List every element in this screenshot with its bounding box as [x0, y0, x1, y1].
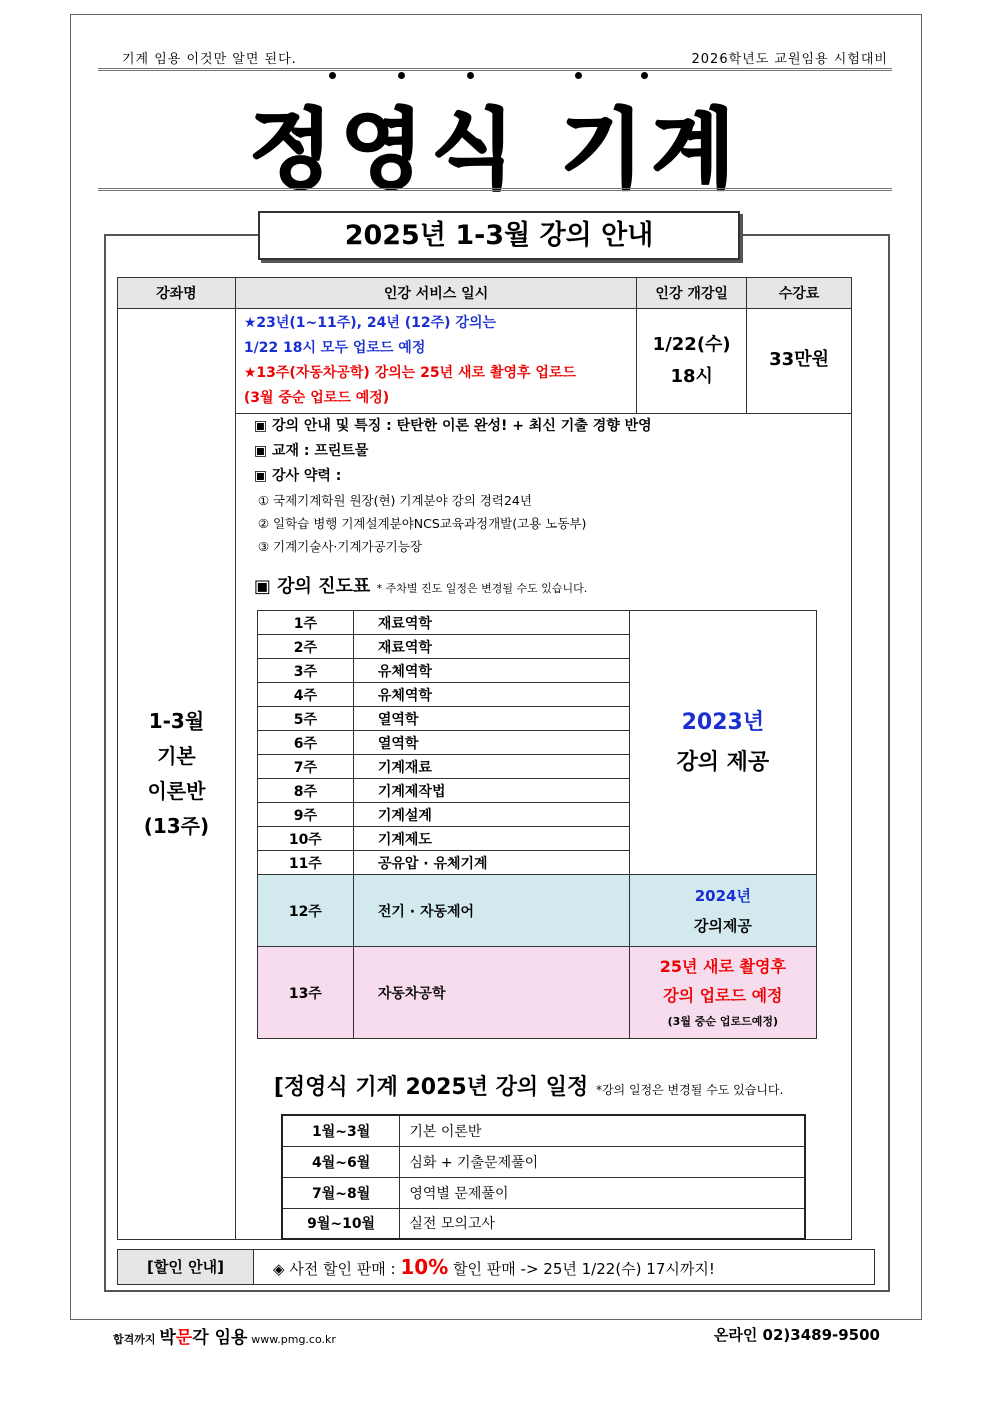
week-cell: 10주 [257, 827, 353, 851]
career-item: ③ 기계기술사·기계가공기능장 [257, 539, 422, 554]
week-cell: 8주 [257, 779, 353, 803]
title-rule [98, 188, 892, 191]
header-open-date: 인강 개강일 [637, 278, 747, 309]
page-title: 정영식 기계 [249, 100, 743, 200]
course-table [117, 277, 852, 1240]
header-left: 기계 임용 이것만 알면 된다. [122, 52, 297, 67]
subject-cell: 유체역학 [353, 683, 629, 707]
subject-cell: 열역학 [353, 707, 629, 731]
subject-cell: 재료역학 [353, 611, 629, 635]
week-cell: 2주 [257, 635, 353, 659]
subject-cell: 기계설계 [353, 803, 629, 827]
progress-table [257, 610, 817, 1039]
schedule-desc: 실전 모의고사 [400, 1208, 805, 1239]
schedule-months: 7월~8월 [282, 1177, 400, 1208]
subject-cell: 공유압 · 유체기계 [353, 851, 629, 875]
feature-text: ▣ 강의 안내 및 특징 : 탄탄한 이론 완성! + 최신 기출 경향 반영 [253, 418, 652, 434]
group-2024-cell: 2024년 강의제공 [629, 875, 816, 947]
week-cell: 6주 [257, 731, 353, 755]
schedule-table [281, 1114, 806, 1240]
discount-percent: 10% [400, 1255, 449, 1279]
week-cell: 9주 [257, 803, 353, 827]
service-time-cell: ★23년(1~11주), 24년 (12주) 강의는 1/22 18시 모두 업로드 예정 ★13주(자동차공학) 강의는 25년 새로 촬영후 업로드 (3월 중순 업로드 예정) [235, 309, 636, 414]
header-right: 2026학년도 교원임용 시험대비 [691, 52, 888, 67]
group-2025-cell: 25년 새로 촬영후 강의 업로드 예정 (3월 중순 업로드예정) [629, 947, 816, 1039]
subject-cell: 기계재료 [353, 755, 629, 779]
subject-cell: 전기 · 자동제어 [353, 875, 629, 947]
career-item: ② 일학습 병행 기계설계분야NCS교육과정개발(고용 노동부) [257, 516, 587, 531]
subject-cell: 기계제도 [353, 827, 629, 851]
group-2023-cell: 2023년 강의 제공 [629, 611, 816, 875]
header-service-time: 인강 서비스 일시 [235, 278, 636, 309]
week-cell: 7주 [257, 755, 353, 779]
career-item: ① 국제기계학원 원장(현) 기계분야 강의 경력24년 [257, 493, 532, 508]
subtitle-box: 2025년 1-3월 강의 안내 [258, 211, 740, 260]
week-cell: 5주 [257, 707, 353, 731]
course-info [254, 414, 652, 558]
progress-note: * 주차별 진도 일정은 변경될 수도 있습니다. [376, 582, 588, 595]
open-date-cell: 1/22(수) 18시 [637, 309, 747, 414]
progress-title: ▣ 강의 진도표 * 주차별 진도 일정은 변경될 수도 있습니다. [253, 576, 588, 597]
schedule-desc: 심화 + 기출문제풀이 [400, 1146, 805, 1177]
header-fee: 수강료 [747, 278, 852, 309]
footer-url: www.pmg.co.kr [251, 1333, 336, 1346]
subject-cell: 열역학 [353, 731, 629, 755]
schedule-months: 4월~6월 [282, 1146, 400, 1177]
week-cell: 11주 [257, 851, 353, 875]
week-cell: 12주 [257, 875, 353, 947]
schedule-title: [정영식 기계 2025년 강의 일정 *강의 일정은 변경될 수도 있습니다. [273, 1075, 784, 1100]
footer-phone: 온라인 02)3489-9500 [713, 1326, 880, 1344]
discount-box [117, 1249, 875, 1285]
schedule-note: *강의 일정은 변경될 수도 있습니다. [595, 1083, 784, 1097]
week-cell: 13주 [257, 947, 353, 1039]
career-title: ▣ 강사 약력 : [253, 468, 342, 484]
course-detail-cell [235, 414, 851, 1240]
subject-cell: 유체역학 [353, 659, 629, 683]
week-cell: 3주 [257, 659, 353, 683]
subject-cell: 자동차공학 [353, 947, 629, 1039]
schedule-months: 1월~3월 [282, 1115, 400, 1146]
schedule-desc: 기본 이론반 [400, 1115, 805, 1146]
course-name-cell: 1-3월 기본 이론반 (13주) [118, 309, 236, 1240]
footer-brand: 합격까지 박문각 임용 www.pmg.co.kr [113, 1328, 336, 1348]
subject-cell: 기계제작법 [353, 779, 629, 803]
header-course-name: 강좌명 [118, 278, 236, 309]
fee-cell: 33만원 [747, 309, 852, 414]
schedule-desc: 영역별 문제풀이 [400, 1177, 805, 1208]
week-cell: 4주 [257, 683, 353, 707]
discount-label: [할인 안내] [118, 1250, 254, 1284]
header-rule [98, 68, 892, 71]
week-cell: 1주 [257, 611, 353, 635]
subject-cell: 재료역학 [353, 635, 629, 659]
schedule-months: 9월~10월 [282, 1208, 400, 1239]
textbook-text: ▣ 교재 : 프린트물 [253, 443, 369, 459]
discount-text: ◈ 사전 할인 판매 : 10% 할인 판매 -> 25년 1/22(수) 17시까지! [273, 1255, 715, 1279]
